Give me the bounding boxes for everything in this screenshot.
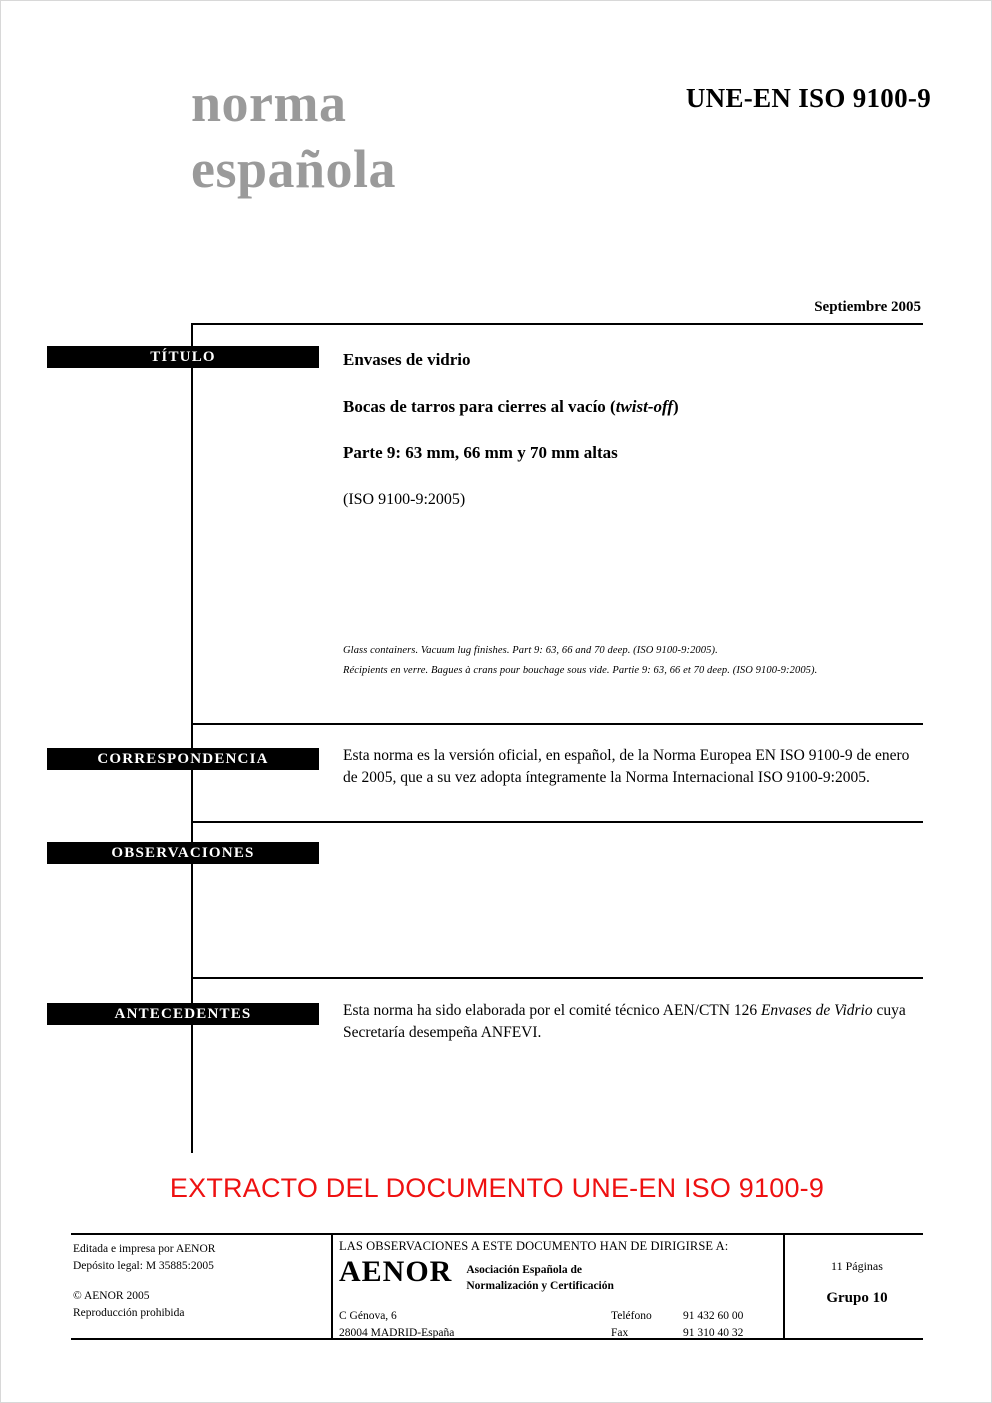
spine-correspondencia	[191, 723, 193, 821]
footer-middle-block	[339, 1239, 769, 1341]
titulo-line-1: Envases de vidrio	[343, 350, 471, 369]
footer-rule-top	[71, 1233, 923, 1235]
titulo-line-4: (ISO 9100-9:2005)	[343, 490, 466, 508]
brand-line-1: norma	[191, 73, 347, 133]
footer-contact	[339, 1308, 769, 1341]
footer-address-line-2: 28004 MADRID-España	[339, 1326, 455, 1339]
antecedentes-body	[343, 1000, 923, 1045]
footer-notice: LAS OBSERVACIONES A ESTE DOCUMENTO HAN DE DIRIGIRSE A:	[339, 1239, 729, 1253]
alternate-titles	[343, 641, 928, 681]
footer-phone-fax	[611, 1308, 743, 1341]
footer-separator-right	[783, 1233, 785, 1338]
aenor-subtitle	[466, 1263, 614, 1294]
masthead	[191, 71, 931, 203]
antecedentes-italic: Envases de Vidrio	[760, 1002, 873, 1019]
extract-banner: EXTRACTO DEL DOCUMENTO UNE-EN ISO 9100-9	[169, 1173, 825, 1203]
aenor-subtitle-line-2: Normalización y Certificación	[466, 1279, 614, 1292]
rule-top	[191, 323, 923, 325]
footer-deposit: Depósito legal: M 35885:2005	[73, 1259, 214, 1272]
titulo-line-2-italic: twist-off	[615, 396, 674, 416]
titulo-body	[343, 348, 923, 533]
footer-reproduction: Reproducción prohibida	[73, 1307, 185, 1320]
group-label: Grupo 10	[826, 1290, 888, 1306]
section-tag-observaciones: OBSERVACIONES	[47, 842, 319, 864]
footer-fax-row	[611, 1325, 743, 1342]
aenor-wordmark: AENOR	[339, 1255, 453, 1288]
titulo-line-3: Parte 9: 63 mm, 66 mm y 70 mm altas	[343, 443, 618, 463]
footer-copyright: © AENOR 2005	[73, 1290, 150, 1303]
footer-edited-by: Editada e impresa por AENOR	[73, 1243, 216, 1255]
publication-date: Septiembre 2005	[814, 299, 921, 315]
document-code: UNE-EN ISO 9100-9	[685, 83, 931, 113]
section-tag-correspondencia: CORRESPONDENCIA	[47, 748, 319, 770]
footer-fax-label: Fax	[611, 1326, 629, 1339]
titulo-line-2-suffix: )	[673, 396, 679, 416]
section-tag-titulo: TÍTULO	[47, 346, 319, 368]
section-tag-antecedentes: ANTECEDENTES	[47, 1003, 319, 1025]
footer-org	[339, 1256, 769, 1294]
antecedentes-prefix: Esta norma ha sido elaborada por el comité técnico AEN/CTN 126	[343, 1002, 761, 1019]
titulo-line-2-prefix: Bocas de tarros para cierres al vacío (	[343, 396, 616, 416]
footer-separator-left	[331, 1233, 333, 1338]
brand-line-2: española	[191, 138, 397, 199]
antecedentes-suffix: cuya Secretaría desempeña ANFEVI.	[343, 1002, 906, 1042]
correspondencia-body: Esta norma es la versión oficial, en español, de la Norma Europea EN ISO 9100-9 de enero de 2005, que a su vez adopta íntegramente la Norma Internacional ISO 9100-9:2005.	[343, 747, 910, 787]
titulo-line-2	[343, 395, 923, 420]
footer-address	[339, 1308, 611, 1341]
rule-after-observaciones	[191, 977, 923, 979]
footer-right-block	[791, 1259, 923, 1307]
aenor-subtitle-line-1: Asociación Española de	[466, 1264, 583, 1276]
footer-phone-row	[611, 1308, 743, 1325]
rule-after-titulo	[191, 723, 923, 725]
alt-title-french: Récipients en verre. Bagues à crans pour bouchage sous vide. Partie 9: 63, 66 et 70 deep. (ISO 9100-9:2005).	[343, 664, 818, 676]
page-count: 11 Páginas	[831, 1259, 883, 1273]
footer-address-line-1: C Génova, 6	[339, 1310, 397, 1323]
alt-title-english: Glass containers. Vacuum lug finishes. Part 9: 63, 66 and 70 deep. (ISO 9100-9:2005).	[343, 645, 718, 656]
footer-fax-value: 91 310 40 32	[683, 1326, 744, 1339]
footer-phone-label: Teléfono	[611, 1310, 652, 1323]
footer-left-block	[73, 1241, 323, 1322]
spine-titulo	[191, 323, 193, 723]
rule-after-correspondencia	[191, 821, 923, 823]
footer-phone-value: 91 432 60 00	[683, 1310, 744, 1323]
